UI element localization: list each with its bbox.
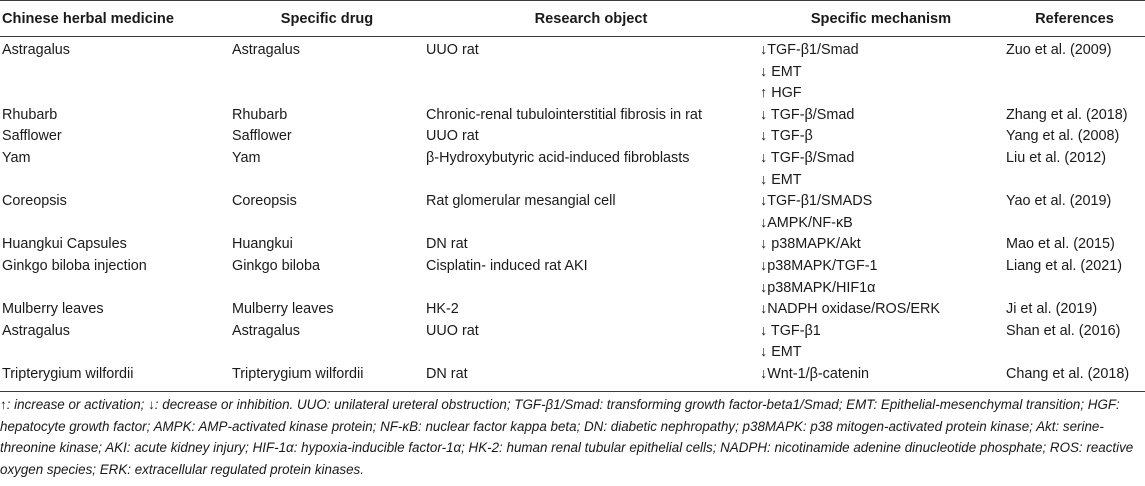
cell-herbal-medicine: Astragalus	[2, 42, 70, 58]
cell-herbal-medicine: Tripterygium wilfordii	[0, 364, 230, 391]
header-specific-mechanism: Specific mechanism	[758, 1, 1004, 37]
table-row	[0, 256, 1145, 299]
cell-specific-drug: Coreopsis	[232, 193, 297, 210]
cell-reference: Chang et al. (2018)	[1004, 364, 1145, 391]
table-row	[0, 234, 1145, 256]
mechanism-line: ↓Wnt-1/β-catenin	[760, 365, 870, 382]
cell-research-object: β-Hydroxybutyric acid-induced fibroblasts	[426, 149, 690, 166]
header-specific-drug: Specific drug	[230, 1, 424, 37]
table-body	[0, 37, 1145, 392]
header-research-object: Research object	[424, 1, 758, 37]
cell-specific-drug: Rhubarb	[232, 106, 288, 123]
cell-specific-mechanism	[758, 126, 1004, 148]
cell-reference: Liu et al. (2012)	[1006, 149, 1106, 166]
cell-specific-mechanism	[758, 299, 1004, 321]
mechanism-line: ↓p38MAPK/HIF1α	[760, 279, 876, 296]
mechanism-line: ↑ HGF	[760, 85, 802, 102]
cell-herbal-medicine: Astragalus	[2, 322, 70, 339]
cell-research-object: UUO rat	[426, 322, 479, 339]
mechanism-line: ↓ TGF-β	[760, 128, 813, 145]
cell-specific-mechanism	[758, 148, 1004, 191]
table-row	[0, 148, 1145, 191]
cell-specific-drug: Astragalus	[232, 322, 300, 339]
cell-specific-drug: Mulberry leaves	[232, 301, 334, 318]
header-references: References	[1004, 1, 1145, 37]
cell-research-object: DN rat	[424, 364, 758, 391]
mechanism-line: ↓TGF-β1/SMADS	[760, 193, 873, 210]
cell-reference: Yao et al. (2019)	[1006, 193, 1112, 210]
cell-specific-mechanism	[758, 37, 1004, 105]
cell-research-object: Rat glomerular mesangial cell	[426, 193, 616, 210]
table-header	[0, 1, 1145, 37]
mechanism-line: ↓p38MAPK/TGF-1	[760, 257, 878, 274]
cell-specific-drug: Yam	[232, 149, 261, 166]
cell-research-object: UUO rat	[426, 128, 479, 145]
cell-specific-mechanism	[758, 364, 1004, 391]
mechanism-line: ↓NADPH oxidase/ROS/ERK	[760, 301, 940, 318]
cell-specific-mechanism	[758, 105, 1004, 127]
cell-herbal-medicine: Ginkgo biloba injection	[2, 257, 147, 274]
cell-reference: Ji et al. (2019)	[1006, 301, 1098, 318]
cell-research-object: UUO rat	[426, 42, 479, 58]
cell-herbal-medicine: Mulberry leaves	[2, 301, 104, 318]
cell-research-object: Cisplatin- induced rat AKI	[426, 257, 588, 274]
table-row	[0, 105, 1145, 127]
table-footnote: ↑: increase or activation; ↓: decrease or inhibition. UUO: unilateral ureteral obstruction; TGF-β1/Smad: transforming growth factor-beta1/Smad; EMT: Epithelial-mesenchymal transition; HGF: hepatocyte growth factor; AMPK: AMP-activated kinase protein; NF-κB: nuclear factor kappa beta; DN: diabetic nephropathy; p38MAPK: p38 mitogen-activated protein kinase; Akt: serine-threonine kinase; AKI: acute kidney injury; HIF-1α: hypoxia-inducible factor-1α; HK-2: human renal tubular epithelial cells; NADPH: nicotinamide adenine dinucleotide phosphate; ROS: reactive oxygen species; ERK: extracellular regulated protein kinases.	[0, 397, 1134, 477]
cell-reference: Shan et al. (2016)	[1006, 322, 1121, 339]
mechanism-line: ↓ TGF-β1	[760, 322, 821, 339]
mechanism-line: ↓ TGF-β/Smad	[760, 149, 855, 166]
cell-specific-mechanism	[758, 321, 1004, 364]
table-row	[0, 364, 1145, 391]
header-chinese-herbal-medicine: Chinese herbal medicine	[0, 1, 230, 37]
cell-specific-drug: Huangkui	[232, 236, 293, 253]
table-row	[0, 321, 1145, 364]
cell-specific-drug: Safflower	[232, 128, 292, 145]
cell-research-object: Chronic-renal tubulointerstitial fibrosis in rat	[426, 106, 702, 123]
cell-specific-drug: Tripterygium wilfordii	[230, 364, 424, 391]
mechanism-line: ↓ EMT	[760, 63, 802, 80]
cell-specific-mechanism	[758, 191, 1004, 234]
cell-herbal-medicine: Huangkui Capsules	[2, 236, 127, 253]
mechanism-line: ↓AMPK/NF-κB	[760, 214, 853, 231]
cell-specific-drug: Ginkgo biloba	[232, 257, 321, 274]
cell-herbal-medicine: Safflower	[2, 128, 62, 145]
mechanism-line: ↓ p38MAPK/Akt	[760, 236, 861, 253]
header-row	[0, 1, 1145, 37]
cell-herbal-medicine: Rhubarb	[2, 106, 58, 123]
cell-herbal-medicine: Coreopsis	[2, 193, 67, 210]
table-row	[0, 299, 1145, 321]
table-row	[0, 37, 1145, 105]
mechanism-line: ↓ TGF-β/Smad	[760, 106, 855, 123]
mechanism-line: ↓ EMT	[760, 344, 802, 361]
cell-reference: Zuo et al. (2009)	[1006, 42, 1112, 58]
table-row	[0, 126, 1145, 148]
cell-reference: Mao et al. (2015)	[1006, 236, 1115, 253]
mechanism-line: ↓TGF-β1/Smad	[760, 42, 859, 58]
cell-reference: Zhang et al. (2018)	[1006, 106, 1128, 123]
cell-specific-mechanism	[758, 234, 1004, 256]
table-row	[0, 191, 1145, 234]
cell-reference: Yang et al. (2008)	[1006, 128, 1120, 145]
cell-specific-mechanism	[758, 256, 1004, 299]
cell-research-object: HK-2	[426, 301, 459, 318]
cell-herbal-medicine: Yam	[2, 149, 31, 166]
cell-reference: Liang et al. (2021)	[1006, 257, 1123, 274]
cell-research-object: DN rat	[426, 236, 468, 253]
cell-specific-drug: Astragalus	[232, 42, 300, 58]
mechanism-line: ↓ EMT	[760, 171, 802, 188]
